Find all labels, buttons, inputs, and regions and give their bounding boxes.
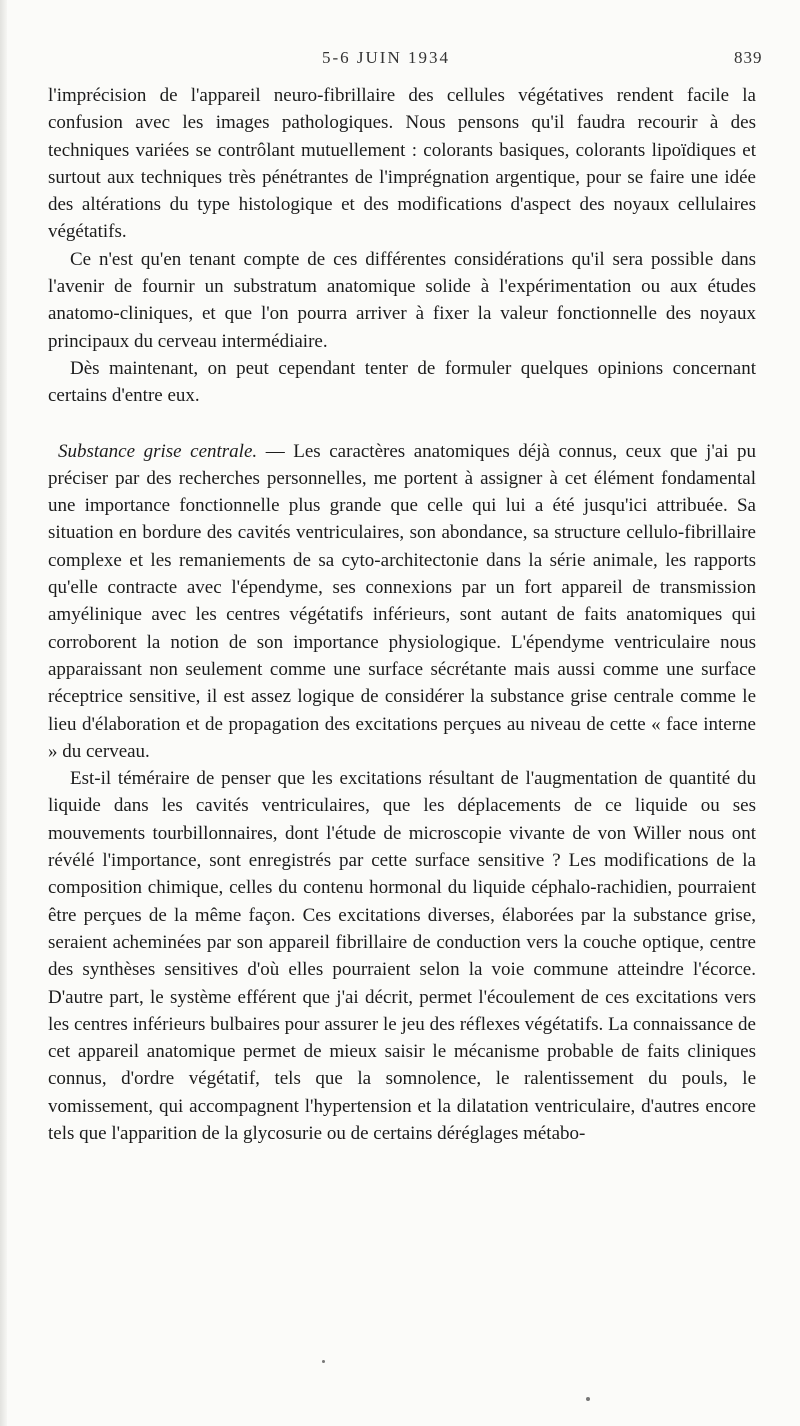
scan-speck (586, 1397, 590, 1401)
page-number: 839 (734, 48, 763, 67)
scan-edge-shadow (0, 0, 7, 1426)
header-date: 5-6 JUIN 1934 (322, 48, 450, 67)
scan-speck (322, 1360, 325, 1363)
paragraph-continuation: l'imprécision de l'appareil neuro-fibrillaire des cellules végétatives rendent facile la confusion avec les images pathologiques. Nous pensons qu'il faudra recourir à des techniques variées se contrôlant mutuellement : colorants basiques, colorants lipoïdiques et surtout aux techniques très pénétrantes de l'imprégnation argentique, pour se faire une idée des altérations du type histologique et des modifications d'aspect des noyaux cellulaires végétatifs. (48, 85, 756, 243)
paragraph-considerations: Ce n'est qu'en tenant compte de ces différentes considérations qu'il sera possible dans l'avenir de fournir un substratum anatomique solide à l'expérimentation ou aux études anatomo-cliniques, et que l'on pourra arriver à fixer la valeur fonctionnelle des noyaux principaux du cerveau intermédiaire. (48, 248, 756, 352)
running-header (0, 44, 800, 68)
paragraph-substance-grise (48, 438, 756, 766)
section-heading: Substance grise centrale. (58, 440, 258, 462)
paragraph-excitations: Est-il téméraire de penser que les excitations résultant de l'augmentation de quantité du liquide dans les cavités ventriculaires, que les déplacements de ce liquide ou ses mouvements tourbillonnaires, dont l'étude de microscopie vivante de von Willer nous ont révélé l'importance, sont enregistrés par cette surface sensitive ? Les modifications de la composition chimique, celles du contenu hormonal du liquide céphalo-rachidien, pourraient être perçues de la même façon. Ces excitations diverses, élaborées par la substance grise, seraient acheminées par son appareil fibrillaire de conduction vers la couche optique, centre des synthèses sensitives d'où elles pourraient selon la voie commune atteindre l'écorce. D'autre part, le système efférent que j'ai décrit, permet l'écoulement de ces excitations vers les centres inférieurs bulbaires pour assurer le jeu des réflexes végétatifs. La connaissance de cet appareil anatomique permet de mieux saisir le mécanisme probable de faits cliniques connus, d'ordre végétatif, tels que la somnolence, le ralentissement du pouls, le vomissement, qui accompagnent l'hypertension et la dilatation ventriculaire, d'autres encore tels que l'apparition de la glycosurie ou de certains déréglages métabo- (48, 768, 756, 1144)
section-lead-text: — Les caractères anatomiques déjà connus, ceux que j'ai pu préciser par des recherches personnelles, me portent à assigner à cet élément fondamental une importance fonctionnelle plus grande que celle qui lui a été jusqu'ici attribuée. Sa situation en bordure des cavités ventriculaires, son abondance, sa structure cellulo-fibrillaire complexe et les remaniements de sa cyto-architectonie dans la série animale, les rapports qu'elle contracte avec l'épendyme, ses connexions par un fort appareil de transmission amyélinique avec les centres végétatifs inférieurs, sont autant de faits anatomiques qui corroborent la notion de son importance physiologique. L'épendyme ventriculaire nous apparaissant non seulement comme une surface sécrétante mais aussi comme une surface réceptrice sensitive, il est assez logique de considérer la substance grise centrale comme le lieu d'élaboration et de propagation des excitations perçues au niveau de cette « face interne » du cerveau. (48, 440, 757, 762)
page-body (48, 82, 756, 1147)
paragraph-opinions: Dès maintenant, on peut cependant tenter de formuler quelques opinions concernant certains d'entre eux. (48, 357, 756, 407)
